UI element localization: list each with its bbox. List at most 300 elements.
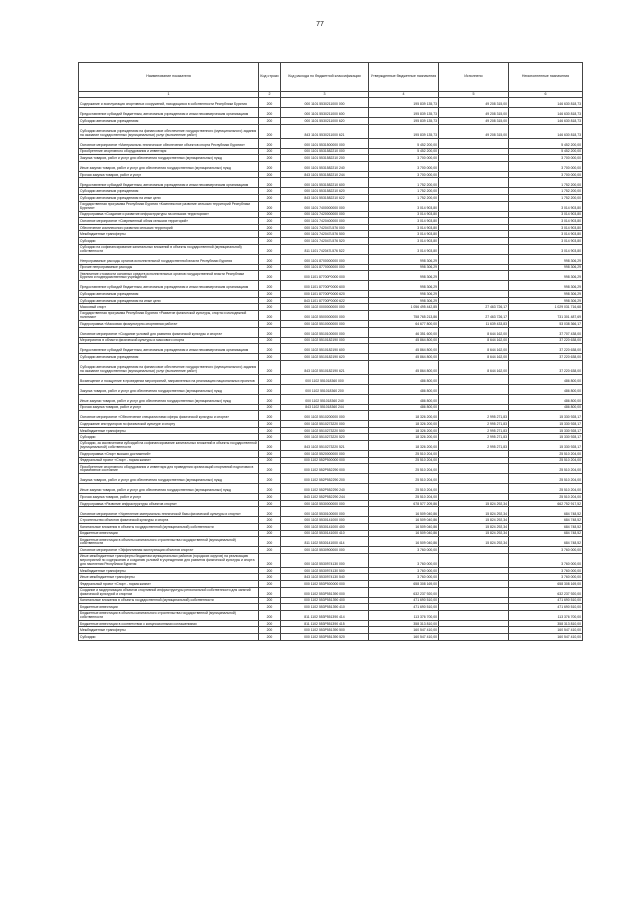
row-approved: 195 839 135,73 [369, 124, 439, 138]
row-remain: 15 330 928,17 [509, 441, 583, 451]
row-kbk: 000 1102 5530141000 000 [281, 517, 369, 524]
row-remain: 3 014 903,80 [509, 244, 583, 254]
row-executed [439, 484, 509, 494]
row-code: 200 [259, 108, 281, 118]
row-executed [439, 237, 509, 244]
row-executed [439, 297, 509, 304]
row-remain: 25 510 204,00 [509, 464, 583, 474]
row-kbk: 000 1102 5510273220 000 [281, 421, 369, 428]
row-remain: 662 752 917,52 [509, 500, 583, 507]
row-approved: 3 014 903,80 [369, 224, 439, 231]
row-code: 200 [259, 427, 281, 434]
row-executed: 11 639 433,83 [439, 320, 509, 327]
row-approved: 5 452 200,00 [369, 148, 439, 155]
row-remain: 15 330 928,17 [509, 434, 583, 441]
table-row [79, 178, 583, 188]
table-row [79, 374, 583, 384]
table-row [79, 427, 583, 434]
row-name: Увеличение стоимости основных средств исполнительных органов государственной власти Республики Бурятия и подведомственных учреждений [79, 271, 259, 281]
row-approved: 3 760 000,00 [369, 553, 439, 567]
row-approved: 25 510 204,00 [369, 474, 439, 484]
row-name: Основное мероприятие «Эффективная эксплуатация объектов спорта» [79, 547, 259, 554]
row-remain: 998 306,29 [509, 281, 583, 291]
row-approved: 678 577 209,86 [369, 500, 439, 507]
row-name: Предоставление субсидий бюджетным, автономным учреждениям и иным некоммерческим организациям [79, 281, 259, 291]
row-name: Основное мероприятие «Обеспечение специалистами сферы физической культуры и спорта» [79, 411, 259, 421]
row-approved: 486 800,00 [369, 374, 439, 384]
row-kbk: 000 1102 5510100000 000 [281, 327, 369, 337]
row-name: Подпрограмма «Спорт высших достижений» [79, 451, 259, 458]
row-approved: 3 700 000,00 [369, 161, 439, 171]
row-approved: 25 510 204,00 [369, 451, 439, 458]
row-executed [439, 218, 509, 225]
row-approved: 998 306,29 [369, 297, 439, 304]
row-name: Бюджетные инвестиции в объекты капитального строительства государственной (муниципальной) собственности [79, 610, 259, 620]
table-row [79, 171, 583, 178]
row-kbk: 000 1102 5510182190 600 [281, 344, 369, 354]
row-kbk: 000 1102 5530141000 410 [281, 530, 369, 537]
row-code: 200 [259, 553, 281, 567]
table-row [79, 464, 583, 474]
row-approved: 45 864 800,00 [369, 344, 439, 354]
row-name: Иные закупки товаров, работ и услуг для обеспечения государственных (муниципальных) нужд [79, 484, 259, 494]
row-approved: 471 690 510,00 [369, 604, 439, 611]
row-executed [439, 597, 509, 604]
row-kbk: 000 1102 552P552290 000 [281, 464, 369, 474]
row-kbk: 000 1102 5510200000 000 [281, 411, 369, 421]
row-approved: 358 313 810,00 [369, 620, 439, 627]
row-code: 200 [259, 581, 281, 588]
row-approved: 45 864 800,00 [369, 337, 439, 344]
row-code: 200 [259, 297, 281, 304]
row-kbk: 000 1101 7420400000 000 [281, 218, 369, 225]
row-remain: 471 690 510,00 [509, 597, 583, 604]
table-row [79, 537, 583, 547]
row-kbk: 000 1102 551018360 200 [281, 384, 369, 394]
row-code: 200 [259, 155, 281, 162]
row-name: Федеральный проект «Спорт - норма жизни» [79, 581, 259, 588]
row-code: 200 [259, 633, 281, 640]
row-name: Межбюджетные трансферты [79, 427, 259, 434]
row-kbk: 000 1102 553P551390 500 [281, 627, 369, 634]
row-code: 200 [259, 310, 281, 320]
row-code: 200 [259, 451, 281, 458]
row-executed [439, 281, 509, 291]
row-code: 200 [259, 384, 281, 394]
row-code: 200 [259, 620, 281, 627]
row-kbk: 000 1101 8700000000 000 [281, 254, 369, 264]
row-kbk: 843 1102 5510273220 521 [281, 441, 369, 451]
row-approved: 1 752 200,00 [369, 194, 439, 201]
row-code: 200 [259, 237, 281, 244]
row-remain: 3 014 903,80 [509, 211, 583, 218]
row-approved: 486 800,00 [369, 384, 439, 394]
row-executed [439, 254, 509, 264]
row-kbk: 000 1102 5510182190 620 [281, 354, 369, 361]
row-kbk: 000 1101 5531582210 240 [281, 161, 369, 171]
row-code: 200 [259, 138, 281, 148]
row-kbk: 843 1102 5510182190 621 [281, 360, 369, 374]
row-name: Субсидии [79, 237, 259, 244]
row-executed: 49 208 315,00 [439, 108, 509, 118]
row-name: Межбюджетные трансферты [79, 231, 259, 238]
table-row [79, 384, 583, 394]
row-executed [439, 394, 509, 404]
row-approved: 46 351 600,00 [369, 327, 439, 337]
row-code: 200 [259, 161, 281, 171]
row-executed [439, 211, 509, 218]
row-name: Субсидии, за исключением субсидий на софинансирование капитальных вложений в объекты государственной (муниципальной) собственности [80, 441, 257, 450]
row-code: 200 [259, 291, 281, 298]
row-kbk: 843 1101 5531582210 622 [281, 194, 369, 201]
row-name: Государственная программа Республики Бурятия «Комплексное развитие сельских территорий Республики Бурятия» [79, 201, 259, 211]
row-approved: 471 690 510,00 [369, 597, 439, 604]
row-code: 200 [259, 464, 281, 474]
row-remain: 160 547 410,00 [509, 633, 583, 640]
row-approved: 3 014 903,80 [369, 237, 439, 244]
row-name: Иные закупки товаров, работ и услуг для обеспечения государственных (муниципальных) нужд [79, 161, 259, 171]
row-executed [439, 244, 509, 254]
column-name-header: Наименование показателя [79, 63, 259, 92]
row-approved: 1 752 200,00 [369, 188, 439, 195]
row-executed: 8 644 162,00 [439, 354, 509, 361]
row-approved: 3 014 903,80 [369, 218, 439, 225]
row-name: Содержание инструкторов по физической культуре и спорту [79, 421, 259, 428]
table-row [79, 620, 583, 627]
row-executed [439, 148, 509, 155]
row-remain: 146 630 818,73 [509, 98, 583, 108]
row-code: 200 [259, 574, 281, 581]
row-code: 200 [259, 124, 281, 138]
table-row [79, 567, 583, 574]
row-approved: 998 306,29 [369, 291, 439, 298]
row-name: Основное мероприятие «Современный облик сельских территорий» [79, 218, 259, 225]
row-code: 200 [259, 171, 281, 178]
row-executed: 15 824 292,34 [439, 524, 509, 531]
table-row [79, 610, 583, 620]
row-kbk: 000 1102 5500000000 000 [281, 310, 369, 320]
row-executed [439, 567, 509, 574]
row-name: Субсидии [79, 633, 259, 640]
row-name: Непрограммные расходы органов исполнительной государственной власти Республики Бурятия [79, 254, 259, 264]
row-kbk: 000 1102 5520000000 000 [281, 451, 369, 458]
row-kbk: 000 1101 5531582210 600 [281, 178, 369, 188]
row-kbk: 000 1102 5530100000 000 [281, 507, 369, 517]
row-executed [439, 620, 509, 627]
table-row [79, 310, 583, 320]
row-kbk: 000 1101 7400000000 000 [281, 201, 369, 211]
row-name: Бюджетные инвестиции в объекты капитального строительства государственной (муниципальной) собственности [79, 537, 259, 547]
table-row [79, 291, 583, 298]
row-remain: 146 630 818,73 [509, 124, 583, 138]
row-approved: 3 700 000,00 [369, 155, 439, 162]
table-row [79, 354, 583, 361]
row-name: Субсидии автономным учреждениям [79, 354, 259, 361]
row-remain: 25 510 204,00 [509, 484, 583, 494]
row-code: 200 [259, 441, 281, 451]
row-approved: 45 864 800,00 [369, 354, 439, 361]
row-code: 200 [259, 517, 281, 524]
row-name: Мероприятия в области физической культуры и массового спорта [79, 337, 259, 344]
row-approved: 758 765 213,86 [369, 310, 439, 320]
row-kbk: 811 1101 742047L576 522 [281, 244, 369, 254]
row-name: Иные межбюджетные трансферты [79, 574, 259, 581]
row-executed [439, 474, 509, 484]
row-executed [439, 384, 509, 394]
row-code: 200 [259, 281, 281, 291]
row-kbk: 843 1101 5530211000 621 [281, 124, 369, 138]
row-name: Приобретение спортивного оборудования и инвентаря [79, 148, 259, 155]
row-executed [439, 264, 509, 271]
row-approved: 25 510 204,00 [369, 484, 439, 494]
row-executed [439, 464, 509, 474]
row-code: 200 [259, 597, 281, 604]
row-executed: 8 644 162,00 [439, 327, 509, 337]
row-code: 200 [259, 201, 281, 211]
row-code: 200 [259, 421, 281, 428]
row-name: Субсидии автономным учреждениям на иные цели [79, 297, 259, 304]
row-name: Капитальные вложения в объекты государственной (муниципальной) собственности [79, 597, 259, 604]
row-remain: 1 752 200,00 [509, 178, 583, 188]
table-row [79, 627, 583, 634]
row-approved: 3 700 000,00 [369, 171, 439, 178]
table-row [79, 411, 583, 421]
row-remain: 998 306,29 [509, 271, 583, 281]
row-approved: 113 376 700,00 [369, 610, 439, 620]
row-name: Субсидии [79, 434, 259, 441]
row-code: 200 [259, 188, 281, 195]
row-code: 200 [259, 244, 281, 254]
row-name: Основное мероприятие «Укрепление материально-технической базы физической культуры и спорта» [79, 507, 259, 517]
row-kbk: 000 1102 552P552290 240 [281, 484, 369, 494]
row-code: 200 [259, 218, 281, 225]
row-approved: 1 752 200,00 [369, 178, 439, 188]
row-executed [439, 231, 509, 238]
table-row [79, 457, 583, 464]
row-remain: 25 510 204,00 [509, 474, 583, 484]
column-executed-number: 5 [439, 92, 509, 98]
row-executed: 2 995 271,83 [439, 427, 509, 434]
row-executed: 2 995 271,83 [439, 411, 509, 421]
table-row [79, 237, 583, 244]
table-row [79, 421, 583, 428]
row-remain: 3 700 000,00 [509, 155, 583, 162]
row-approved: 25 510 204,00 [369, 464, 439, 474]
budget-table [78, 62, 583, 641]
table-row [79, 530, 583, 537]
row-remain: 37 707 438,00 [509, 327, 583, 337]
table-row [79, 597, 583, 604]
row-kbk: 000 1101 87700P0000 600 [281, 281, 369, 291]
row-code: 200 [259, 604, 281, 611]
row-approved: 18 326 200,00 [369, 411, 439, 421]
row-executed [439, 581, 509, 588]
row-approved: 16 509 040,86 [369, 537, 439, 547]
row-kbk: 000 1102 5510273220 500 [281, 427, 369, 434]
row-approved: 25 510 204,00 [369, 457, 439, 464]
table-row [79, 98, 583, 108]
table-row [79, 484, 583, 494]
row-name: Субсидии автономным учреждениям [79, 118, 259, 125]
row-code: 200 [259, 411, 281, 421]
row-code: 200 [259, 374, 281, 384]
row-code: 200 [259, 457, 281, 464]
row-kbk: 000 1102 553P551390 410 [281, 604, 369, 611]
row-kbk: 000 1102 5530974130 000 [281, 553, 369, 567]
row-executed: 2 995 271,83 [439, 441, 509, 451]
table-row [79, 553, 583, 567]
row-name: Субсидии автономным учреждениям на финансовое обеспечение государственного (муниципального) задания на оказание государственных (муниципальных) услуг (выполнение работ) [79, 124, 259, 138]
column-approved-header: Утвержденные бюджетные назначения [369, 63, 439, 92]
row-kbk: 000 1101 5530211000 000 [281, 98, 369, 108]
row-executed: 15 824 292,34 [439, 537, 509, 547]
table-row [79, 337, 583, 344]
row-approved: 658 308 169,00 [369, 581, 439, 588]
row-kbk: 811 1102 5530141000 414 [281, 537, 369, 547]
row-kbk: 843 1102 551018360 244 [281, 404, 369, 411]
row-remain: 1 029 031 716,68 [509, 304, 583, 311]
row-kbk: 000 1101 5531582210 200 [281, 155, 369, 162]
row-executed [439, 604, 509, 611]
table-body [79, 98, 583, 641]
row-kbk: 000 1102 5530900000 000 [281, 547, 369, 554]
row-code: 200 [259, 360, 281, 374]
row-remain: 3 760 000,00 [509, 547, 583, 554]
row-name: Закупка товаров, работ и услуг для обеспечения государственных (муниципальных) нужд [79, 474, 259, 484]
row-approved: 16 509 040,86 [369, 530, 439, 537]
row-approved: 998 306,29 [369, 254, 439, 264]
table-row [79, 404, 583, 411]
row-remain: 25 510 204,00 [509, 457, 583, 464]
row-remain: 684 748,52 [509, 517, 583, 524]
row-code: 200 [259, 394, 281, 404]
row-executed: 2 995 271,83 [439, 421, 509, 428]
row-name: Строительство объектов физической культуры и спорта [79, 517, 259, 524]
row-name: Субсидии автономным учреждениям на финансовое обеспечение государственного (муниципального) задания на оказание государственных (муниципальных) услуг (выполнение работ) [79, 360, 259, 374]
row-remain: 358 313 810,00 [509, 620, 583, 627]
row-name: Предоставление субсидий бюджетным, автономным учреждениям и иным некоммерческим организациям [79, 108, 259, 118]
row-remain: 3 700 000,00 [509, 161, 583, 171]
column-executed-header: Исполнено [439, 63, 509, 92]
column-kbk-header: Код расхода по бюджетной классификации [281, 63, 369, 92]
column-code-number: 2 [259, 92, 281, 98]
table-row [79, 231, 583, 238]
row-kbk: 000 1101 5531500000 000 [281, 138, 369, 148]
column-kbk-number: 3 [281, 92, 369, 98]
row-executed [439, 627, 509, 634]
row-remain: 15 330 928,17 [509, 421, 583, 428]
row-name: Предоставление субсидий бюджетным, автономным учреждениям и иным некоммерческим организациям [79, 178, 259, 188]
row-kbk: 000 1102 5510273220 520 [281, 434, 369, 441]
row-code: 200 [259, 507, 281, 517]
row-remain: 998 306,29 [509, 291, 583, 298]
row-executed: 27 463 726,17 [439, 304, 509, 311]
row-name: Содержание и эксплуатация спортивных сооружений, находящихся в собственности Республики Бурятия [79, 98, 259, 108]
row-kbk: 000 1102 551018360 240 [281, 394, 369, 404]
row-name: Прочая закупка товаров, работ и услуг [79, 494, 259, 501]
row-code: 200 [259, 327, 281, 337]
row-name: Подпрограмма «Массовая физкультурно-спортивная работа» [79, 320, 259, 327]
table-row [79, 587, 583, 597]
row-remain: 37 220 638,00 [509, 344, 583, 354]
row-approved: 3 014 903,80 [369, 231, 439, 238]
row-remain: 25 510 204,00 [509, 451, 583, 458]
row-kbk: 000 1101 5531582210 620 [281, 188, 369, 195]
row-executed: 8 644 162,00 [439, 337, 509, 344]
row-remain: 3 014 903,80 [509, 224, 583, 231]
row-name: Приобретение спортивного оборудования и инвентаря для приведения организаций спортивной подготовки в нормативное состояние [79, 464, 259, 474]
row-name: Основное мероприятие «Материально-техническое обеспечение объектов спорта Республики Бурятия» [79, 138, 259, 148]
row-kbk: 000 1101 8770000000 000 [281, 264, 369, 271]
row-executed [439, 224, 509, 231]
row-code: 200 [259, 354, 281, 361]
row-code: 200 [259, 254, 281, 264]
table-row [79, 148, 583, 155]
table-row [79, 224, 583, 231]
row-executed [439, 201, 509, 211]
row-remain: 486 800,00 [509, 394, 583, 404]
row-executed: 49 208 315,00 [439, 98, 509, 108]
row-remain: 160 547 410,00 [509, 627, 583, 634]
row-name: Закупка товаров, работ и услуг для обеспечения государственных (муниципальных) нужд [79, 155, 259, 162]
row-remain: 37 220 638,00 [509, 337, 583, 344]
row-approved: 16 509 040,86 [369, 524, 439, 531]
row-name: Массовый спорт [79, 304, 259, 311]
row-executed: 15 824 292,34 [439, 530, 509, 537]
row-name: Субсидии на софинансирование капитальных вложений в объекты государственной (муниципальной) собственности [79, 244, 259, 254]
row-name: Возмещение и поощрение в проведении мероприятий, направленных на реализацию национальных проектов [79, 374, 259, 384]
row-approved: 160 547 410,00 [369, 633, 439, 640]
table-row [79, 264, 583, 271]
column-name-number: 1 [79, 92, 259, 98]
row-remain: 3 014 903,80 [509, 237, 583, 244]
row-approved: 45 864 800,00 [369, 360, 439, 374]
row-approved: 18 326 200,00 [369, 441, 439, 451]
table-row [79, 201, 583, 211]
page-number: 77 [316, 21, 324, 28]
row-code: 200 [259, 627, 281, 634]
row-code: 200 [259, 474, 281, 484]
row-kbk: 000 1101 742047L576 500 [281, 231, 369, 238]
row-approved: 18 326 200,00 [369, 434, 439, 441]
row-remain: 998 306,29 [509, 297, 583, 304]
row-remain: 3 014 903,80 [509, 218, 583, 225]
row-remain: 3 700 000,00 [509, 171, 583, 178]
row-remain: 37 220 638,00 [509, 354, 583, 361]
row-kbk: 843 1102 5530974130 540 [281, 574, 369, 581]
row-code: 200 [259, 404, 281, 411]
row-approved: 3 760 000,00 [369, 567, 439, 574]
row-kbk: 000 1102 553P551390 000 [281, 587, 369, 597]
row-executed [439, 553, 509, 567]
row-remain: 486 800,00 [509, 374, 583, 384]
table-row [79, 161, 583, 171]
row-executed [439, 587, 509, 597]
row-code: 200 [259, 434, 281, 441]
table-row [79, 344, 583, 354]
row-kbk: 000 1101 5530211000 620 [281, 118, 369, 125]
table-row [79, 271, 583, 281]
row-approved: 195 839 135,73 [369, 98, 439, 108]
row-name: Государственная программа Республики Бурятия «Развитие физической культуры, спорта и молодежной политики» [79, 310, 259, 320]
row-executed: 49 208 315,00 [439, 124, 509, 138]
table-row [79, 124, 583, 138]
table-row [79, 211, 583, 218]
row-executed: 49 208 315,00 [439, 118, 509, 125]
row-executed [439, 451, 509, 458]
row-remain: 3 760 000,00 [509, 567, 583, 574]
row-remain: 146 630 818,73 [509, 108, 583, 118]
